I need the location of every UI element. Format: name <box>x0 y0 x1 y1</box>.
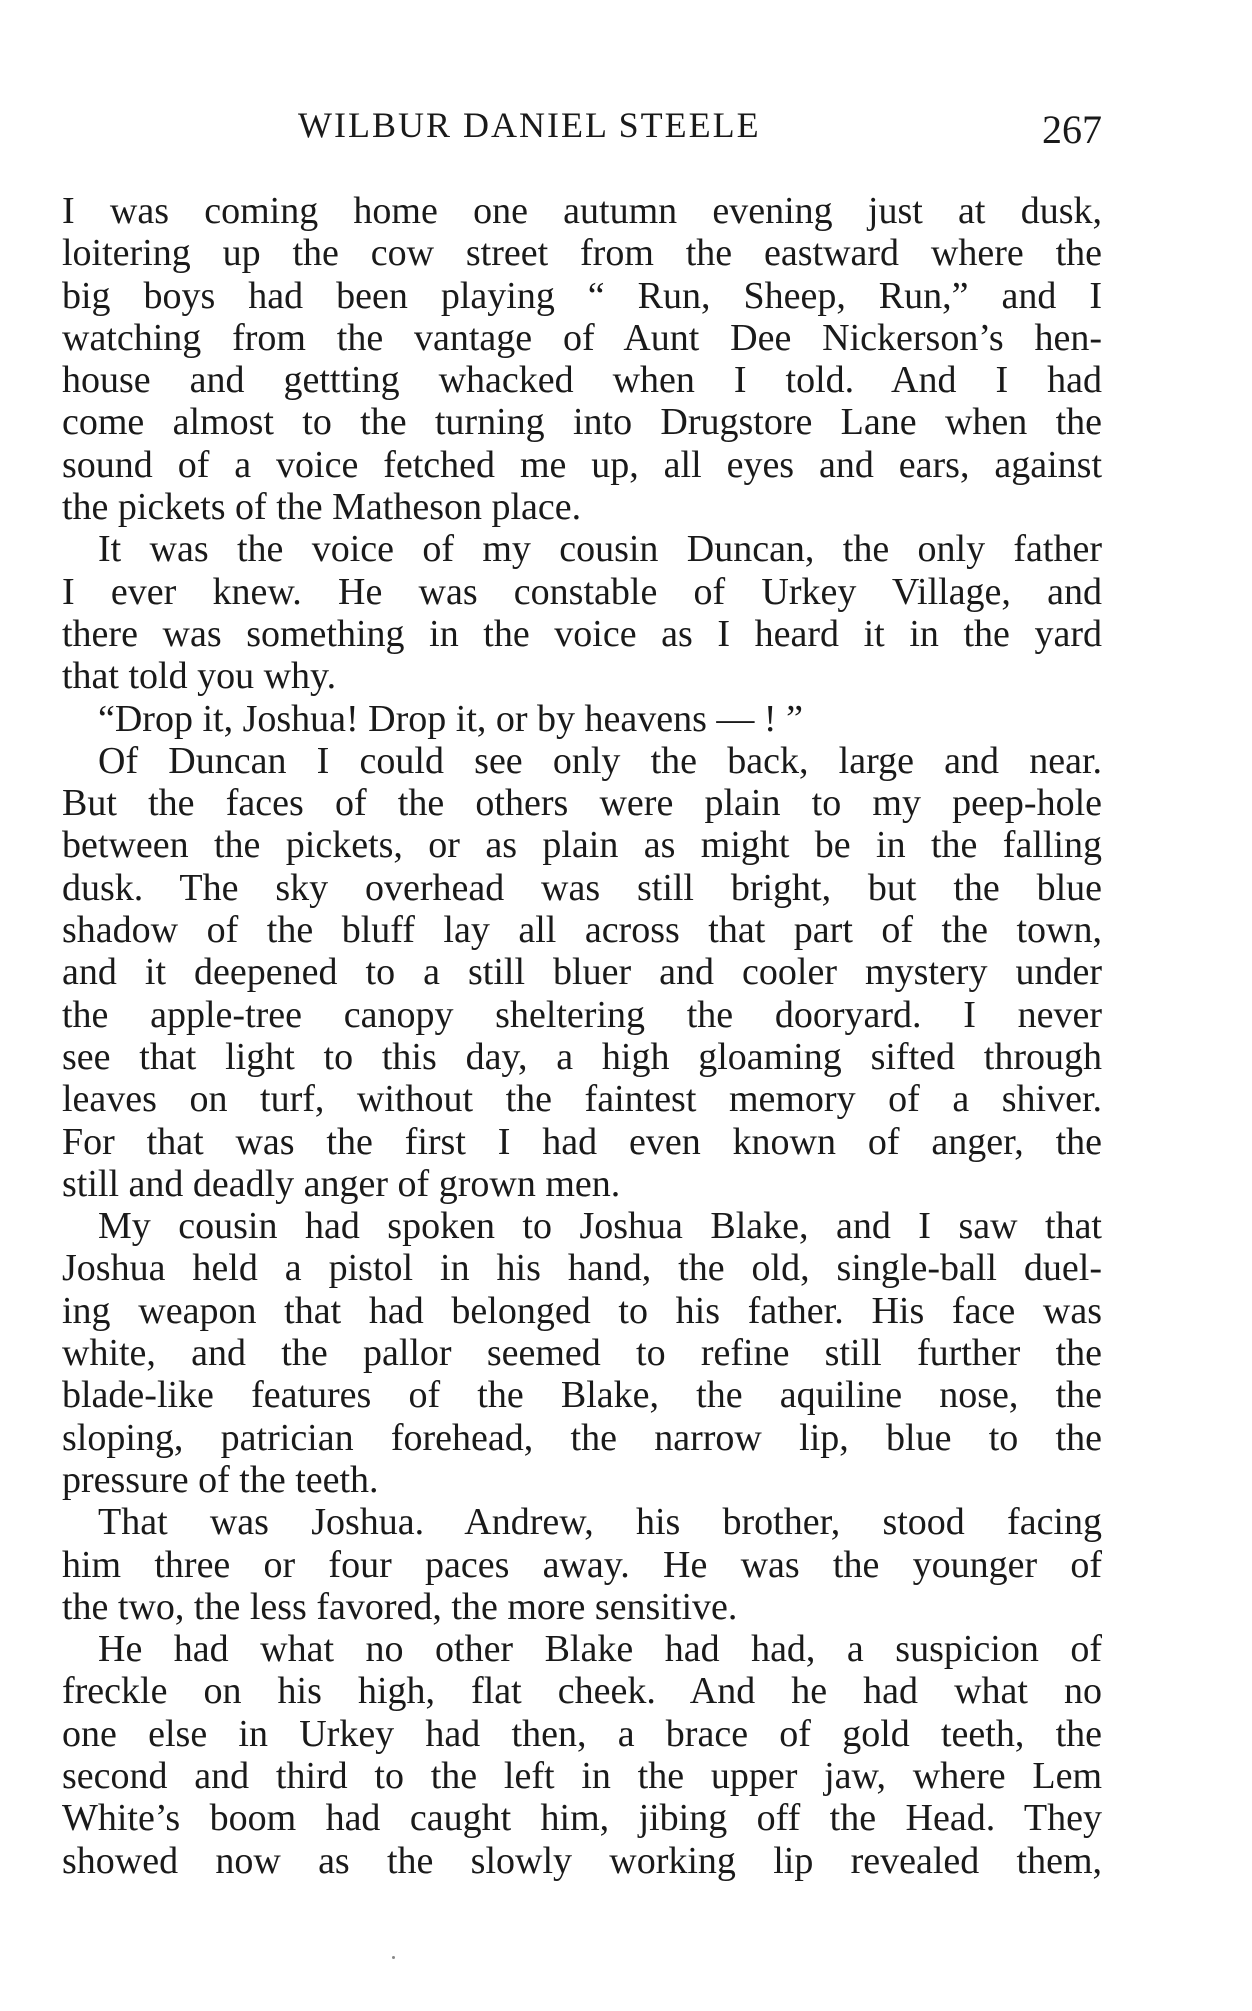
text-line: showed now as the slowly working lip revealed them, <box>62 1839 1102 1882</box>
text-line: “Drop it, Joshua! Drop it, or by heavens — ! ” <box>98 697 803 740</box>
text-line: Joshua held a pistol in his hand, the old, single-ball duel- <box>62 1247 1102 1290</box>
text-line: freckle on his high, flat cheek. And he had what no <box>62 1670 1102 1713</box>
text-line: watching from the vantage of Aunt Dee Nickerson’s hen- <box>62 316 1102 359</box>
text-line: the apple-tree canopy sheltering the dooryard. I never <box>62 993 1102 1036</box>
page-number: 267 <box>1042 107 1102 152</box>
text-line: leaves on turf, without the faintest memory of a shiver. <box>62 1078 1102 1121</box>
text-line: sound of a voice fetched me up, all eyes and ears, against <box>62 443 1102 486</box>
body-text <box>62 190 1102 1882</box>
text-line: dusk. The sky overhead was still bright, but the blue <box>62 866 1102 909</box>
text-line: that told you why. <box>62 655 337 698</box>
text-line: But the faces of the others were plain to my peep-hole <box>62 782 1102 825</box>
text-line: second and third to the left in the upper jaw, where Lem <box>62 1754 1102 1797</box>
text-line: there was something in the voice as I heard it in the yard <box>62 612 1102 655</box>
text-line: sloping, patrician forehead, the narrow lip, blue to the <box>62 1416 1102 1459</box>
text-line: him three or four paces away. He was the younger of <box>62 1543 1102 1586</box>
text-line: the pickets of the Matheson place. <box>62 486 582 529</box>
text-line: blade-like features of the Blake, the aquiline nose, the <box>62 1374 1102 1417</box>
text-line: White’s boom had caught him, jibing off the Head. They <box>62 1797 1102 1840</box>
running-head: WILBUR DANIEL STEELE <box>298 105 761 145</box>
text-line: the two, the less favored, the more sensitive. <box>62 1585 738 1628</box>
text-line: shadow of the bluff lay all across that part of the town, <box>62 909 1102 952</box>
text-line: Of Duncan I could see only the back, large and near. <box>98 739 1102 782</box>
text-line: one else in Urkey had then, a brace of gold teeth, the <box>62 1712 1102 1755</box>
page-header <box>62 98 1102 158</box>
text-line: still and deadly anger of grown men. <box>62 1162 621 1205</box>
text-line: come almost to the turning into Drugstore Lane when the <box>62 401 1102 444</box>
text-line: I ever knew. He was constable of Urkey Village, and <box>62 570 1102 613</box>
text-line: pressure of the teeth. <box>62 1458 379 1501</box>
text-line: For that was the first I had even known of anger, the <box>62 1120 1102 1163</box>
print-speck <box>392 1956 395 1959</box>
text-line: It was the voice of my cousin Duncan, the only father <box>98 528 1102 571</box>
text-line: between the pickets, or as plain as might be in the falling <box>62 824 1102 867</box>
text-line: ing weapon that had belonged to his father. His face was <box>62 1289 1102 1332</box>
text-line: That was Joshua. Andrew, his brother, stood facing <box>98 1501 1102 1544</box>
text-line: loitering up the cow street from the eastward where the <box>62 232 1102 275</box>
text-line: I was coming home one autumn evening just at dusk, <box>62 190 1102 232</box>
text-line: My cousin had spoken to Joshua Blake, and I saw that <box>98 1205 1102 1248</box>
text-line: He had what no other Blake had had, a suspicion of <box>98 1628 1102 1671</box>
text-line: white, and the pallor seemed to refine still further the <box>62 1332 1102 1375</box>
text-line: and it deepened to a still bluer and cooler mystery under <box>62 951 1102 994</box>
text-line: house and gettting whacked when I told. And I had <box>62 359 1102 402</box>
text-line: big boys had been playing “ Run, Sheep, Run,” and I <box>62 274 1102 317</box>
text-line: see that light to this day, a high gloaming sifted through <box>62 1035 1102 1078</box>
